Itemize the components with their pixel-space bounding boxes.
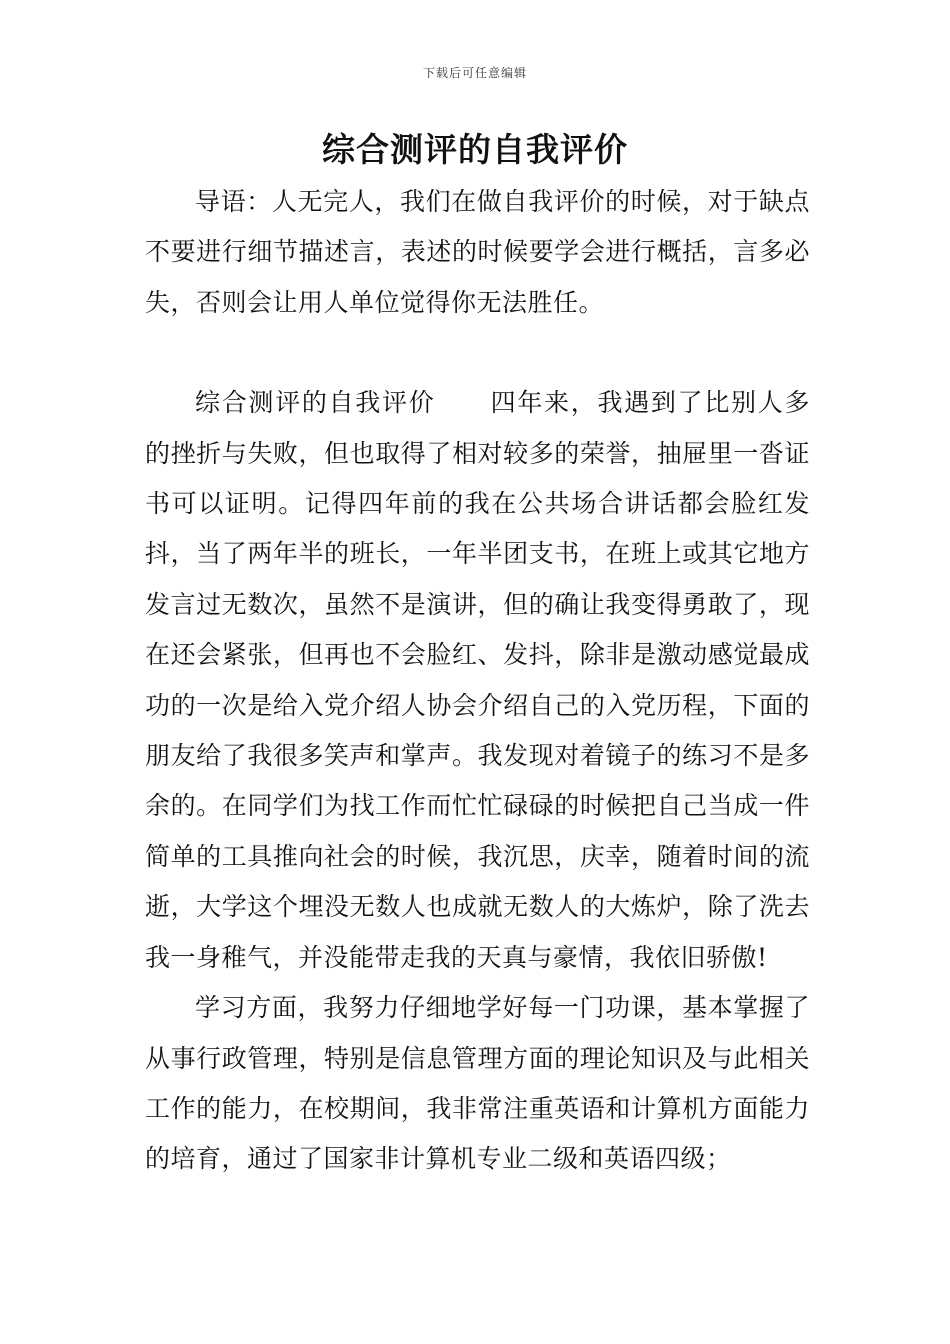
document-body (145, 177, 810, 1185)
intro-paragraph: 导语：人无完人，我们在做自我评价的时候，对于缺点不要进行细节描述言，表述的时候要学会进行概括，言多必失，否则会让用人单位觉得你无法胜任。 (145, 187, 810, 317)
section-heading: 综合测评的自我评价 (195, 388, 436, 418)
paragraph-2: 学习方面，我努力仔细地学好每一门功课，基本掌握了从事行政管理，特别是信息管理方面的理论知识及与此相关工作的能力，在校期间，我非常注重英语和计算机方面能力的培育，通过了国家非计算机专业二级和英语四级； (145, 993, 810, 1174)
header-note: 下载后可任意编辑 (422, 66, 527, 80)
paragraph-spacer (145, 328, 810, 378)
paragraph-1-text: 四年来，我遇到了比别人多的挫折与失败，但也取得了相对较多的荣誉，抽屉里一沓证书可以证明。记得四年前的我在公共场合讲话都会脸红发抖，当了两年半的班长，一年半团支书，在班上或其它地方发言过无数次，虽然不是演讲，但的确让我变得勇敢了，现在还会紧张，但再也不会脸红、发抖，除非是激动感觉最成功的一次是给入党介绍人协会介绍自己的入党历程，下面的朋友给了我很多笑声和掌声。我发现对着镜子的练习不是多余的。在同学们为找工作而忙忙碌碌的时候把自己当成一件简单的工具推向社会的时候，我沉思，庆幸，随着时间的流逝，大学这个埋没无数人也成就无数人的大炼炉，除了洗去我一身稚气，并没能带走我的天真与豪情，我依旧骄傲! (145, 388, 810, 972)
document-title: 综合测评的自我评价 (322, 130, 628, 169)
section-paragraph (145, 378, 810, 983)
